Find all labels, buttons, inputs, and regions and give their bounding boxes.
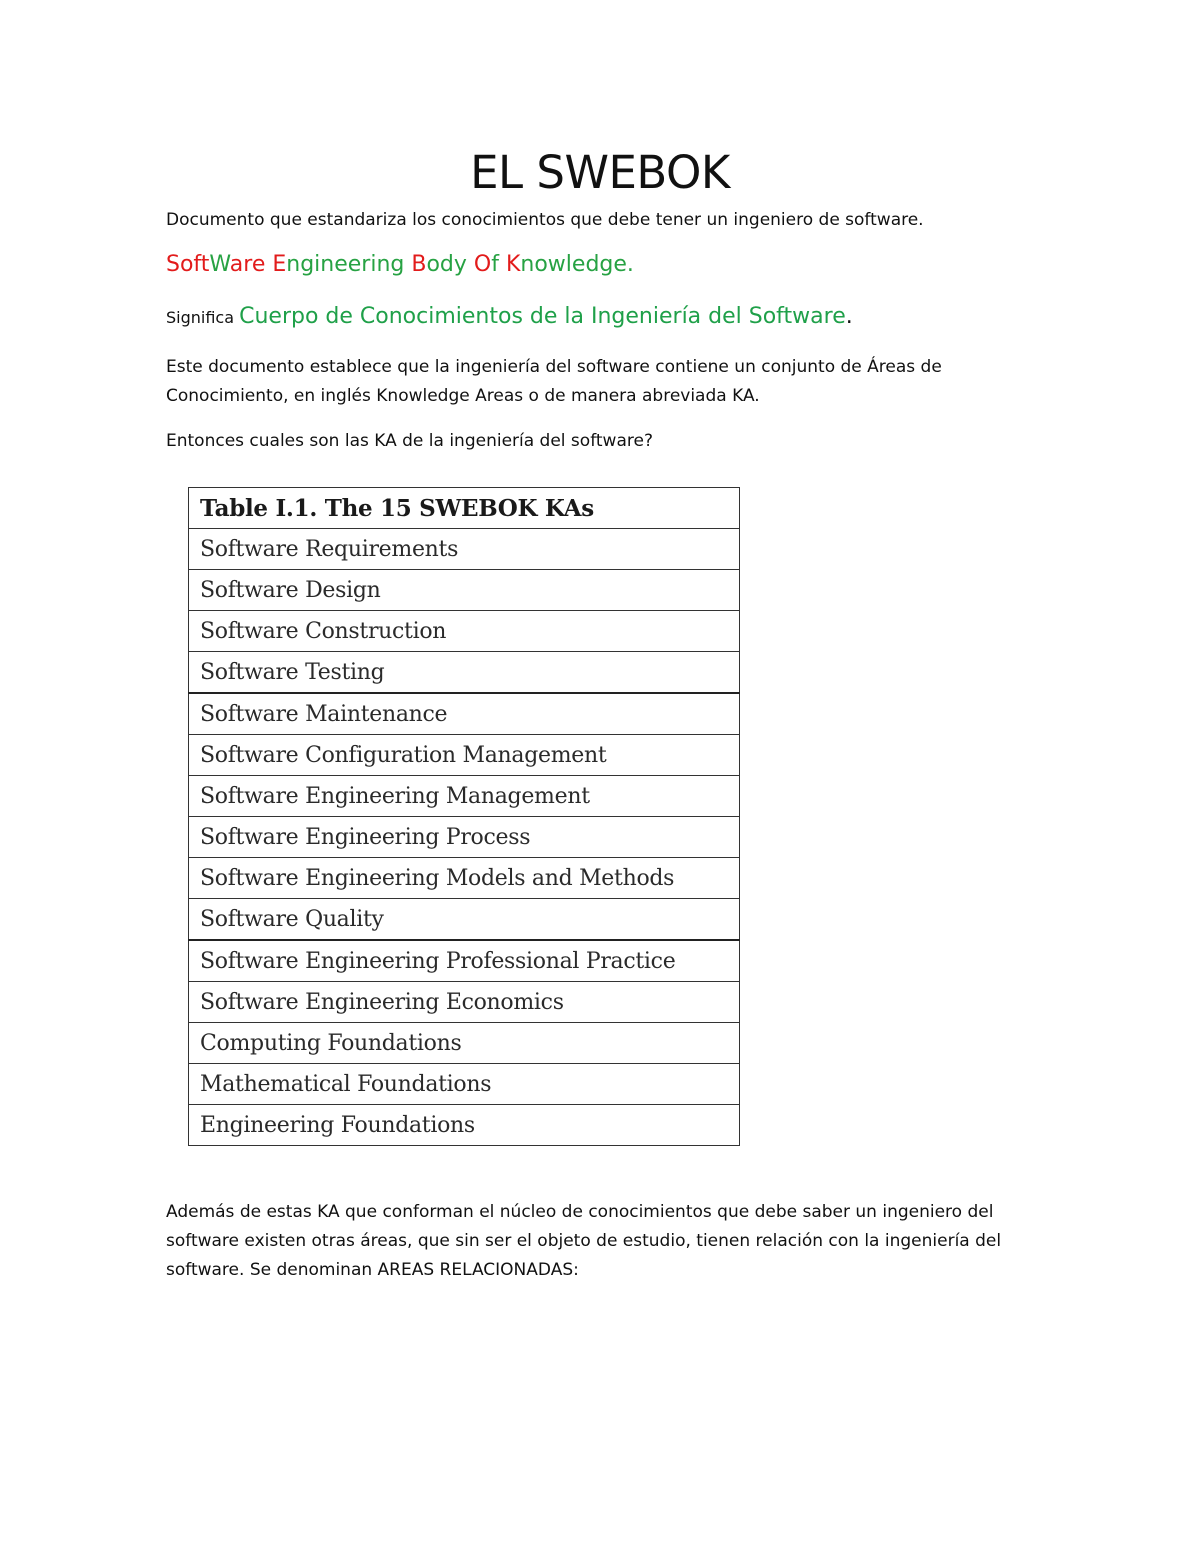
table-cell: Software Construction bbox=[189, 611, 740, 652]
table-cell: Software Requirements bbox=[189, 529, 740, 570]
table-row bbox=[189, 1023, 740, 1064]
meaning-line bbox=[166, 304, 853, 329]
table-row bbox=[189, 611, 740, 652]
table-cell: Software Design bbox=[189, 570, 740, 611]
ka-table-body bbox=[189, 529, 740, 1146]
table-row bbox=[189, 776, 740, 817]
acronym-part: Soft bbox=[166, 252, 210, 277]
significa-meaning: Cuerpo de Conocimientos de la Ingeniería del Software bbox=[239, 304, 846, 329]
intro-paragraph: Documento que estandariza los conocimientos que debe tener un ingeniero de software. bbox=[166, 210, 924, 230]
acronym-part: f bbox=[491, 252, 506, 277]
acronym-part: ody bbox=[426, 252, 474, 277]
significa-period: . bbox=[845, 304, 853, 329]
acronym-part: E bbox=[272, 252, 287, 277]
table-cell: Mathematical Foundations bbox=[189, 1064, 740, 1105]
table-cell: Software Maintenance bbox=[189, 693, 740, 735]
table-row bbox=[189, 817, 740, 858]
table-row bbox=[189, 652, 740, 694]
table-row bbox=[189, 570, 740, 611]
table-cell: Software Engineering Process bbox=[189, 817, 740, 858]
page-title: EL SWEBOK bbox=[470, 146, 730, 199]
table-cell: Computing Foundations bbox=[189, 1023, 740, 1064]
table-cell: Software Engineering Economics bbox=[189, 982, 740, 1023]
acronym-part: ngineering bbox=[286, 252, 412, 277]
table-cell: Software Engineering Professional Practice bbox=[189, 940, 740, 982]
table-cell: Software Engineering Management bbox=[189, 776, 740, 817]
table-cell: Software Testing bbox=[189, 652, 740, 694]
significa-label: Significa bbox=[166, 308, 235, 327]
acronym-part: are bbox=[229, 252, 273, 277]
table-row bbox=[189, 529, 740, 570]
table-cell: Software Quality bbox=[189, 899, 740, 941]
table-cell: Software Engineering Models and Methods bbox=[189, 858, 740, 899]
ka-table bbox=[188, 487, 740, 1146]
table-row bbox=[189, 735, 740, 776]
table-row bbox=[189, 940, 740, 982]
table-caption: Table I.1. The 15 SWEBOK KAs bbox=[189, 488, 740, 529]
table-row bbox=[189, 899, 740, 941]
table-cell: Software Configuration Management bbox=[189, 735, 740, 776]
acronym-line bbox=[166, 252, 634, 277]
acronym-part: B bbox=[411, 252, 427, 277]
acronym-part: W bbox=[209, 252, 230, 277]
table-cell: Engineering Foundations bbox=[189, 1105, 740, 1146]
table-row bbox=[189, 1064, 740, 1105]
areas-paragraph: Este documento establece que la ingeniería del software contiene un conjunto de Áreas de Conocimiento, en inglés Knowledge Areas o de manera abreviada KA. bbox=[166, 357, 942, 406]
closing-paragraph: Además de estas KA que conforman el núcleo de conocimientos que debe saber un ingeniero del software existen otras áreas, que sin ser el objeto de estudio, tienen relación con la ingeniería del software. Se denominan AREAS RELACIONADAS: bbox=[166, 1202, 1002, 1280]
table-row bbox=[189, 858, 740, 899]
table-row bbox=[189, 982, 740, 1023]
table-row bbox=[189, 693, 740, 735]
acronym-part: nowledge. bbox=[520, 252, 634, 277]
acronym-part: K bbox=[505, 252, 521, 277]
acronym-part: O bbox=[473, 252, 492, 277]
table-row bbox=[189, 1105, 740, 1146]
question-paragraph: Entonces cuales son las KA de la ingeniería del software? bbox=[166, 431, 653, 451]
